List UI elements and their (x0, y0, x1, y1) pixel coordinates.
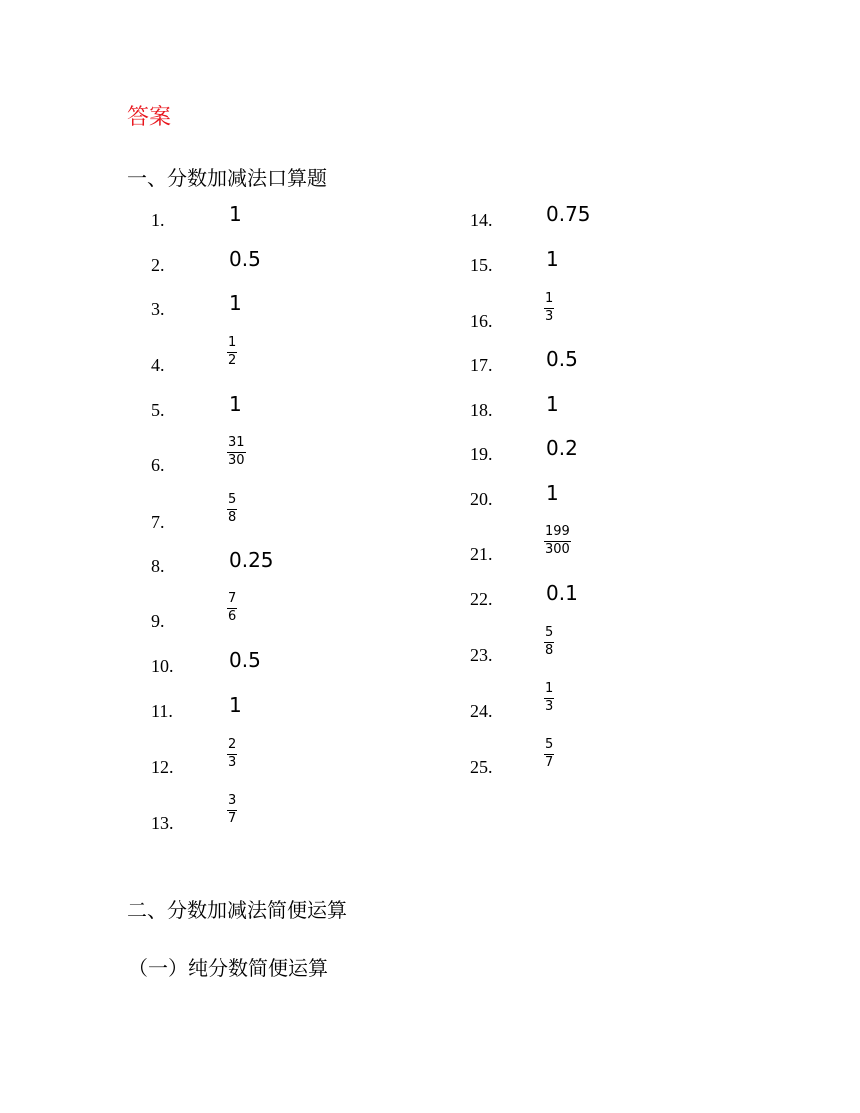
answer-fraction (227, 794, 237, 826)
answer-number: 6. (151, 455, 165, 475)
fraction-numerator: 5 (545, 737, 554, 752)
answer-fraction (544, 626, 554, 658)
answer-number: 2. (151, 255, 165, 275)
answer-fraction (544, 292, 554, 324)
answer-fraction (227, 493, 237, 525)
answer-value: 0.5 (546, 347, 578, 371)
fraction-denominator: 7 (545, 755, 554, 770)
fraction-denominator: 8 (228, 510, 237, 525)
answer-number: 1. (151, 210, 165, 230)
answer-fraction (227, 336, 237, 368)
answer-number: 12. (151, 757, 174, 777)
fraction-numerator: 199 (545, 524, 570, 539)
answer-number: 18. (470, 400, 493, 420)
answer-fraction (227, 436, 246, 468)
fraction-denominator: 8 (545, 643, 554, 658)
answer-value: 0.5 (229, 648, 261, 672)
answer-number: 11. (151, 701, 173, 721)
answer-number: 25. (470, 757, 493, 777)
fraction-numerator: 7 (228, 591, 237, 606)
fraction-numerator: 5 (228, 492, 237, 507)
fraction-numerator: 5 (545, 625, 554, 640)
answer-value: 1 (546, 481, 559, 505)
answer-number: 24. (470, 701, 493, 721)
fraction-denominator: 3 (545, 309, 554, 324)
section-heading-mental-arithmetic: 一、分数加减法口算题 (127, 166, 327, 190)
answer-number: 21. (470, 544, 493, 564)
fraction-numerator: 31 (228, 435, 245, 450)
subsection-heading-pure-fractions: （一）纯分数简便运算 (128, 956, 328, 980)
answer-number: 5. (151, 400, 165, 420)
answer-value: 0.1 (546, 581, 578, 605)
answer-value: 0.25 (229, 548, 274, 572)
answer-number: 15. (470, 255, 493, 275)
fraction-numerator: 1 (545, 291, 554, 306)
fraction-denominator: 300 (545, 542, 570, 557)
answer-number: 13. (151, 813, 174, 833)
answer-number: 9. (151, 611, 165, 631)
answer-value: 1 (229, 693, 242, 717)
fraction-numerator: 3 (228, 793, 237, 808)
answer-number: 4. (151, 355, 165, 375)
fraction-denominator: 6 (228, 609, 237, 624)
answer-value: 0.2 (546, 436, 578, 460)
answer-number: 8. (151, 556, 165, 576)
answer-value: 0.75 (546, 202, 591, 226)
fraction-numerator: 1 (228, 335, 237, 350)
answer-value: 0.5 (229, 247, 261, 271)
answer-number: 17. (470, 355, 493, 375)
answer-fraction (227, 592, 237, 624)
answer-fraction (227, 738, 237, 770)
section-heading-simplified-operations: 二、分数加减法简便运算 (127, 898, 347, 922)
fraction-numerator: 2 (228, 737, 237, 752)
answer-number: 16. (470, 311, 493, 331)
fraction-numerator: 1 (545, 681, 554, 696)
answer-fraction (544, 738, 554, 770)
fraction-denominator: 30 (228, 453, 245, 468)
answer-fraction (544, 525, 571, 557)
answer-number: 23. (470, 645, 493, 665)
answer-value: 1 (546, 392, 559, 416)
fraction-denominator: 2 (228, 353, 237, 368)
answer-fraction (544, 682, 554, 714)
fraction-denominator: 7 (228, 811, 237, 826)
answer-number: 14. (470, 210, 493, 230)
answer-value: 1 (229, 392, 242, 416)
fraction-denominator: 3 (228, 755, 237, 770)
answer-number: 22. (470, 589, 493, 609)
answer-number: 7. (151, 512, 165, 532)
answer-value: 1 (546, 247, 559, 271)
fraction-denominator: 3 (545, 699, 554, 714)
answer-number: 19. (470, 444, 493, 464)
answer-number: 10. (151, 656, 174, 676)
answer-value: 1 (229, 202, 242, 226)
answer-value: 1 (229, 291, 242, 315)
answer-title: 答案 (127, 105, 172, 130)
answer-number: 3. (151, 299, 165, 319)
answer-number: 20. (470, 489, 493, 509)
